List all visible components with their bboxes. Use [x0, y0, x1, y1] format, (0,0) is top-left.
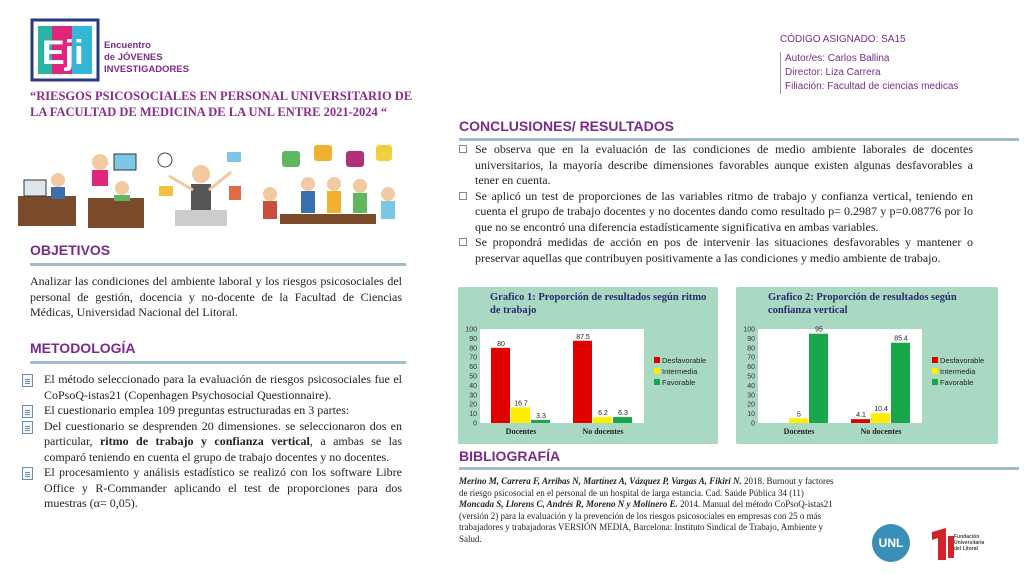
conclusiones-heading: CONCLUSIONES/ RESULTADOS: [459, 118, 674, 134]
authors: Autor/es: Carlos Ballina: [785, 53, 890, 64]
svg-text:Eji: Eji: [42, 34, 84, 72]
data-label: 95: [815, 326, 823, 334]
list-item: [22, 465, 402, 512]
y-tick-label: 40: [469, 382, 477, 390]
data-label: 10.4: [874, 406, 888, 414]
y-tick-label: 0: [473, 420, 477, 428]
data-label: 16.7: [514, 400, 528, 408]
checkbox-bullet-icon: [459, 238, 467, 246]
y-tick-label: 50: [747, 373, 755, 381]
logo-line1: Encuentro: [104, 40, 151, 51]
affiliation: Filiación: Facultad de ciencias medicas: [785, 81, 959, 92]
list-item: [22, 403, 402, 419]
x-tick-label: No docentes: [860, 427, 902, 436]
y-tick-label: 100: [743, 326, 755, 334]
reference-2-authors: Moncada S, Llorens C, Andrés R, Moreno N y Molinero E.: [459, 499, 678, 509]
metodologia-item-3a: Del cuestionario se desprenden 20 dimensiones. se seleccionaron dos en particular,: [44, 418, 402, 448]
chart-2: [736, 287, 998, 444]
legend-swatch: [932, 368, 938, 374]
document-icon: [22, 421, 33, 434]
bar: [871, 413, 890, 423]
bar: [851, 419, 870, 423]
bar: [491, 348, 510, 423]
data-label: 87.5: [576, 333, 590, 341]
y-tick-label: 70: [747, 354, 755, 362]
y-tick-label: 40: [747, 382, 755, 390]
objetivos-text: Analizar las condiciones del ambiente laboral y los riesgos psicosociales del personal de gestión, docencia y no-docente de la Facultad de Ciencias Médicas, Universidad Nacional del Litoral.: [30, 274, 402, 319]
list-item: [459, 142, 973, 189]
y-tick-label: 80: [747, 345, 755, 353]
document-icon: [22, 374, 33, 387]
bar: [531, 420, 550, 423]
chart-1-plot: [458, 287, 718, 444]
legend-label: Desfavorable: [662, 356, 707, 365]
multitasking-illustration: [155, 146, 247, 232]
bar: [511, 407, 530, 423]
bibliografia-heading: BIBLIOGRAFÍA: [459, 448, 561, 464]
y-tick-label: 20: [469, 401, 477, 409]
metodologia-item-3b: ritmo de trabajo y confianza vertical: [99, 434, 310, 448]
y-tick-label: 0: [751, 420, 755, 428]
data-label: 4.1: [856, 412, 866, 420]
data-label: 3.3: [536, 412, 546, 420]
reference-2: [459, 499, 839, 545]
info-block: [780, 34, 958, 94]
y-tick-label: 90: [469, 335, 477, 343]
reference-1-authors: Merino M, Carrera F, Arribas N, Martínez A, Vázquez P, Vargas A, Fikiri N.: [459, 476, 742, 486]
legend-swatch: [654, 379, 660, 385]
bibliografia-divider: [459, 467, 1019, 470]
list-item: [459, 235, 973, 266]
y-tick-label: 90: [747, 335, 755, 343]
conclusiones-item-2: Se aplicó un test de proporciones de las variables ritmo de trabajo y confianza vertical, teniendo en cuenta el grupo de trabajo docentes y no docentes dando como resultado p= 0.2987 y p=0.08776 por lo que no se encontró una diferencia estadísticamente significativa en ambas variables.: [475, 188, 973, 234]
legend-swatch: [932, 379, 938, 385]
assigned-code: CÓDIGO ASIGNADO: SA15: [780, 34, 906, 45]
legend-label: Favorable: [940, 378, 974, 387]
metodologia-item-4: El procesamiento y análisis estadístico se realizó con los software Libre Office y R-Commander aplicando el test de proporciones para dos muestras (α= 0,05).: [44, 465, 402, 510]
data-label: 85.4: [894, 335, 908, 343]
eji-logo: [30, 18, 100, 82]
chart-2-plot: [736, 287, 998, 444]
author-block: [780, 52, 958, 94]
y-tick-label: 60: [469, 364, 477, 372]
reference-2-text: 2014. Manual del método CoPsoQ-istas21 (versión 2) para la evaluación y la prevención de los riesgos psicosociales en empresas con 25 o más trabajadores y trabajadoras VERSIÓN MEDIA, Barcelona: Instituto Sindical de Trabajo, Ambiente y Salud.: [459, 499, 833, 544]
bar: [789, 418, 808, 423]
list-item: [22, 372, 402, 403]
logo-text: [104, 40, 189, 76]
checkbox-bullet-icon: [459, 145, 467, 153]
legend-label: Intermedia: [662, 367, 698, 376]
logo-line3: INVESTIGADORES: [104, 64, 189, 75]
conclusiones-divider: [459, 138, 1019, 141]
fundacion-line3: del Litoral: [954, 546, 978, 552]
fundacion-line2: Universitaria: [954, 540, 985, 546]
y-tick-label: 50: [469, 373, 477, 381]
legend-label: Intermedia: [940, 367, 976, 376]
bar: [891, 343, 910, 423]
bar: [613, 417, 632, 423]
data-label: 6.2: [598, 410, 608, 418]
metodologia-item-2: El cuestionario emplea 109 preguntas estructuradas en 3 partes:: [44, 403, 350, 417]
fundacion-logo-text: [954, 534, 984, 552]
bar: [573, 341, 592, 423]
team-meeting-illustration: [260, 172, 398, 236]
y-tick-label: 80: [469, 345, 477, 353]
document-icon: [22, 467, 33, 480]
y-tick-label: 20: [747, 401, 755, 409]
x-tick-label: Docentes: [505, 427, 537, 436]
legend-swatch: [654, 357, 660, 363]
x-tick-label: Docentes: [783, 427, 815, 436]
data-label: 5: [797, 411, 801, 419]
bar: [809, 334, 828, 423]
y-tick-label: 60: [747, 364, 755, 372]
data-label: 80: [497, 340, 505, 348]
metodologia-item-1: El método seleccionado para la evaluación de riesgos psicosociales fue el CoPsoQ-istas21 (Copenhagen Psychosocial Questionnaire).: [44, 372, 402, 402]
metodologia-divider: [30, 361, 406, 364]
poster-title: “RIESGOS PSICOSOCIALES EN PERSONAL UNIVERSITARIO DE LA FACULTAD DE MEDICINA DE LA UNL ENTRE 2021-2024 “: [30, 89, 413, 119]
objetivos-heading: OBJETIVOS: [30, 242, 111, 258]
legend-label: Desfavorable: [940, 356, 985, 365]
metodologia-item-3c: , a ambas se las comparó teniendo en cuenta el grupo de trabajo docentes y no docentes.: [44, 434, 402, 464]
x-tick-label: No docentes: [582, 427, 624, 436]
y-tick-label: 10: [469, 411, 477, 419]
y-tick-label: 100: [465, 326, 477, 334]
legend-label: Favorable: [662, 378, 696, 387]
bar: [593, 417, 612, 423]
chart-2-title: Grafico 2: Proporción de resultados según confianza vertical: [768, 292, 957, 316]
conclusiones-item-1: Se observa que en la evaluación de las condiciones de medio ambiente laborales de docentes universitarios, la mayoría describe dimensiones favorables aunque existen algunas desfavorables a tener en cuenta.: [475, 142, 973, 187]
bibliography: [459, 476, 839, 545]
office-workers-illustration: [18, 150, 148, 230]
document-icon: [22, 405, 33, 418]
logo-line2: de JÓVENES: [104, 52, 163, 63]
list-item: [459, 189, 973, 236]
conclusiones-item-3: Se propondrá medidas de acción en pos de intervenir las situaciones desfavorables y mantener o preservar aquellas que contribuyen positivamente a las condiciones y medio ambiente de trabajo.: [475, 235, 973, 265]
chart-1-title: Grafico 1: Proporción de resultados según ritmo de trabajo: [490, 292, 707, 316]
list-item: [22, 419, 402, 466]
reference-1-text: 2018. Burnout y factores de riesgo psicosocial en el personal de un hospital de larga estancia. Cad. Saúde Pública 34 (11): [459, 476, 834, 498]
metodologia-list: [22, 372, 402, 512]
fundacion-line1: Fundación: [954, 534, 980, 540]
legend-swatch: [932, 357, 938, 363]
checkbox-bullet-icon: [459, 192, 467, 200]
puzzle-pieces-illustration: [280, 143, 395, 173]
unl-logo: UNL: [872, 524, 910, 562]
conclusiones-list: [459, 142, 973, 266]
y-tick-label: 30: [747, 392, 755, 400]
reference-1: [459, 476, 839, 499]
y-tick-label: 70: [469, 354, 477, 362]
legend-swatch: [654, 368, 660, 374]
data-label: 6.3: [618, 410, 628, 418]
metodologia-heading: METODOLOGÍA: [30, 340, 136, 356]
objetivos-divider: [30, 263, 406, 266]
y-tick-label: 30: [469, 392, 477, 400]
y-tick-label: 10: [747, 411, 755, 419]
chart-1: [458, 287, 718, 444]
director: Director: Liza Carrera: [785, 67, 881, 78]
